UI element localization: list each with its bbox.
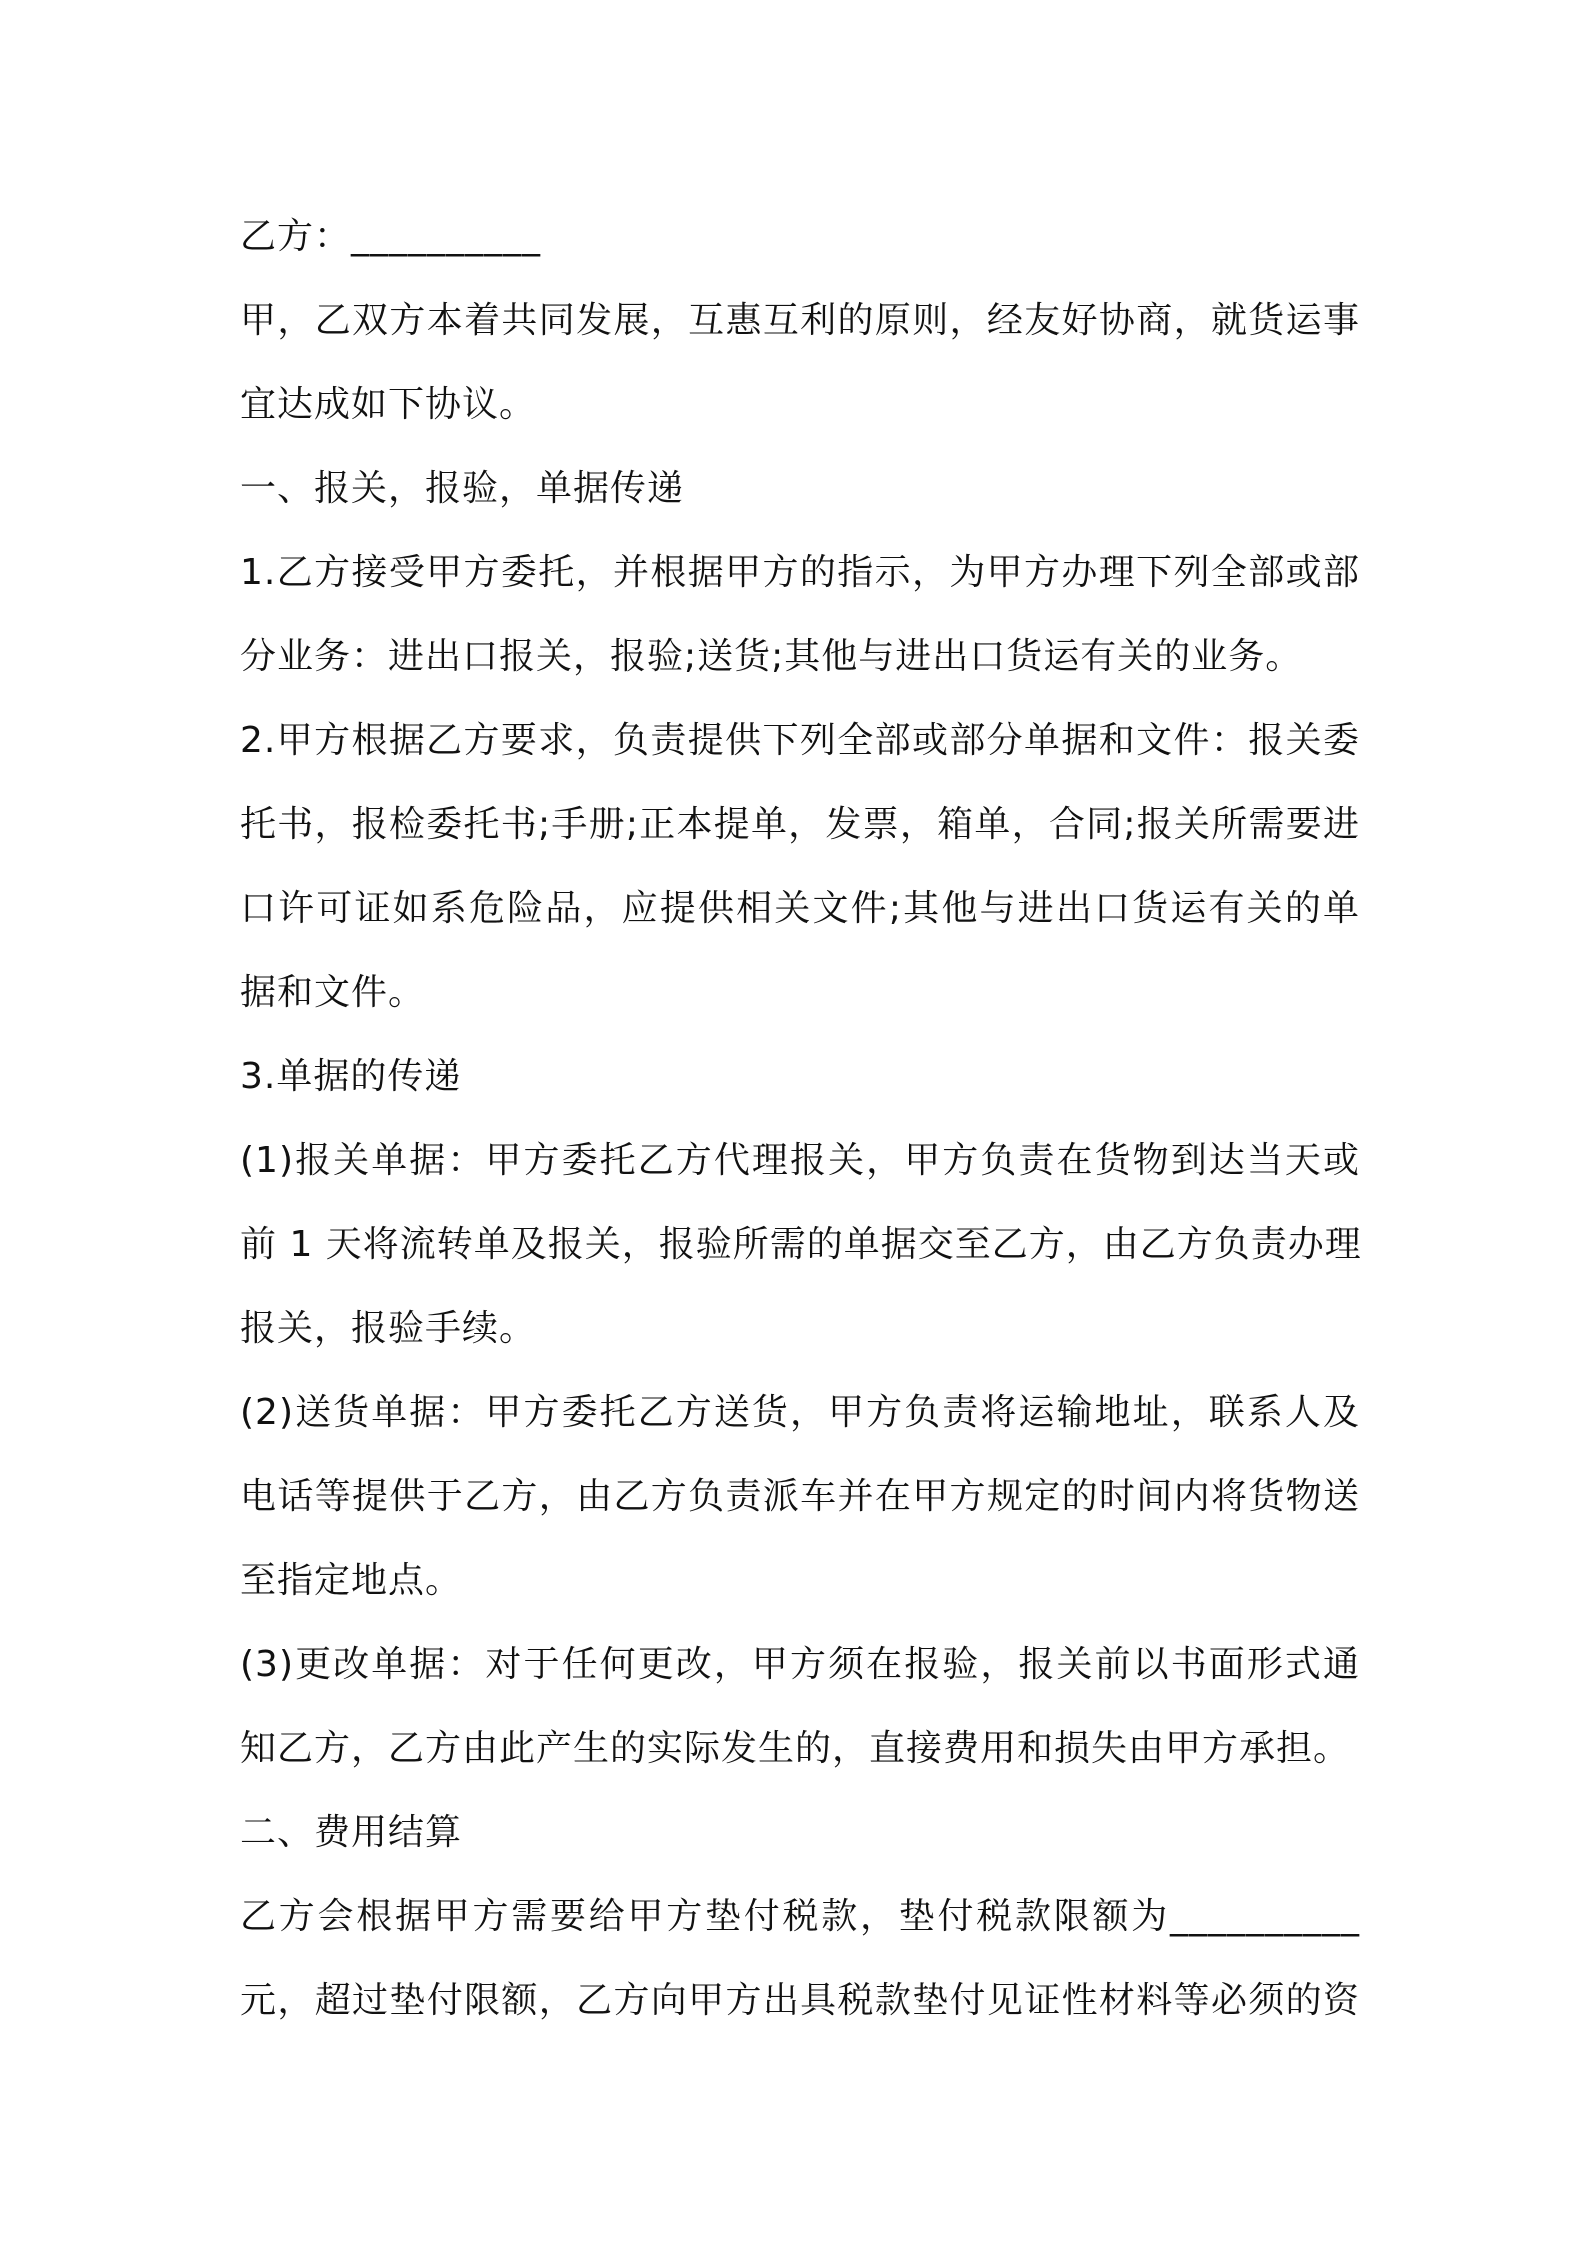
clause-3-heading: 3.单据的传递 [240,1056,462,1097]
item-1-line-2: 前 1 天将流转单及报关，报验所需的单据交至乙方，由乙方负责办理 [240,1224,1362,1265]
section-2-heading: 二、费用结算 [240,1812,463,1853]
settlement-line-2: 元，超过垫付限额，乙方向甲方出具税款垫付见证性材料等必须的资 [240,1980,1360,2021]
contract-body [240,195,1360,2043]
item-2-line-3: 至指定地点。 [240,1560,463,1601]
preamble-line-2: 宜达成如下协议。 [240,384,537,425]
preamble-line-1: 甲，乙双方本着共同发展，互惠互利的原则，经友好协商，就货运事 [240,300,1360,341]
clause-2-line-3: 口许可证如系危险品，应提供相关文件;其他与进出口货运有关的单 [240,888,1360,929]
clause-1-line-1: 1.乙方接受甲方委托，并根据甲方的指示，为甲方办理下列全部或部 [240,552,1360,593]
clause-1-line-2: 分业务：进出口报关，报验;送货;其他与进出口货运有关的业务。 [240,636,1303,677]
section-1-heading: 一、报关，报验，单据传递 [240,468,685,509]
item-1-line-3: 报关，报验手续。 [240,1308,537,1349]
settlement-line-1: 乙方会根据甲方需要给甲方垫付税款，垫付税款限额为__________ [240,1896,1360,1937]
clause-2-line-1: 2.甲方根据乙方要求，负责提供下列全部或部分单据和文件：报关委 [240,720,1360,761]
item-2-line-1: (2)送货单据：甲方委托乙方送货，甲方负责将运输地址，联系人及 [240,1392,1360,1433]
item-3-line-2: 知乙方，乙方由此产生的实际发生的，直接费用和损失由甲方承担。 [240,1728,1351,1769]
item-1-line-1: (1)报关单据：甲方委托乙方代理报关，甲方负责在货物到达当天或 [240,1140,1360,1181]
clause-2-line-4: 据和文件。 [240,972,426,1013]
clause-2-line-2: 托书，报检委托书;手册;正本提单，发票，箱单，合同;报关所需要进 [240,804,1360,845]
item-2-line-2: 电话等提供于乙方，由乙方负责派车并在甲方规定的时间内将货物送 [240,1476,1360,1517]
party-b-line: 乙方：__________ [240,216,542,257]
item-3-line-1: (3)更改单据：对于任何更改，甲方须在报验，报关前以书面形式通 [240,1644,1360,1685]
